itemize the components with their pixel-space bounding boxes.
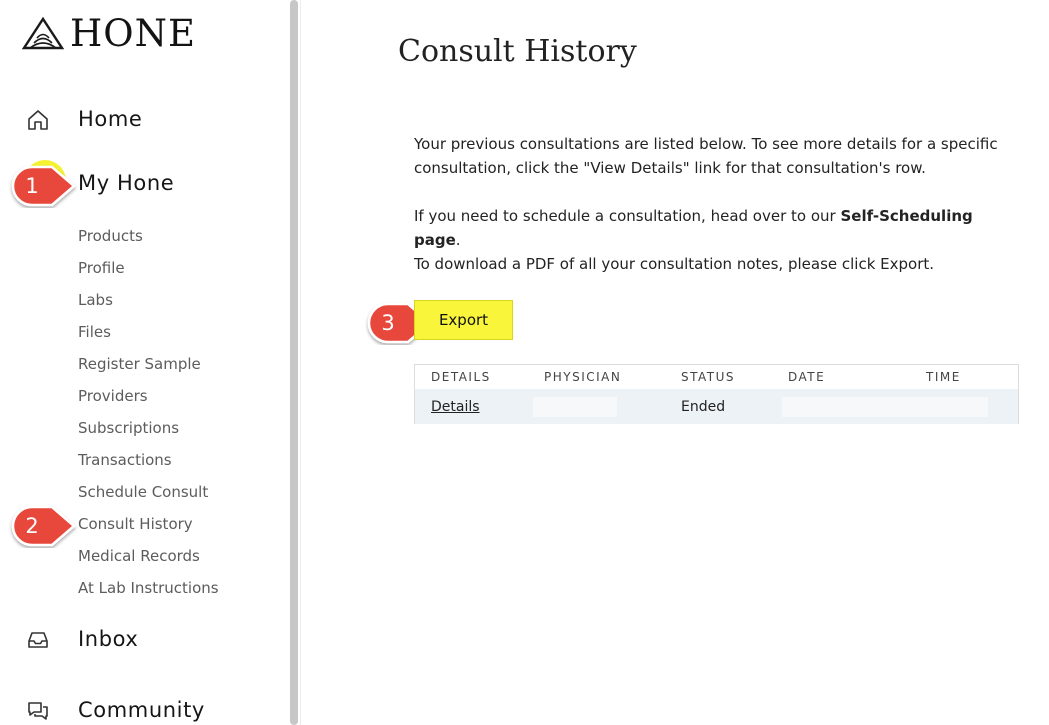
physician-redacted bbox=[533, 397, 617, 417]
sidebar-item-transactions[interactable]: Transactions bbox=[78, 451, 172, 469]
schedule-paragraph bbox=[414, 204, 1014, 252]
table-row bbox=[415, 389, 1018, 424]
home-icon bbox=[26, 108, 50, 132]
chat-icon bbox=[26, 699, 50, 723]
sidebar bbox=[0, 0, 288, 725]
sidebar-item-register-sample[interactable]: Register Sample bbox=[78, 355, 201, 373]
sidebar-item-profile[interactable]: Profile bbox=[78, 259, 125, 277]
hone-logo[interactable] bbox=[22, 11, 196, 55]
nav-home-label: Home bbox=[78, 107, 143, 131]
col-header-date: DATE bbox=[788, 370, 826, 384]
nav-inbox-label: Inbox bbox=[78, 627, 139, 651]
sidebar-item-schedule-consult[interactable]: Schedule Consult bbox=[78, 483, 209, 501]
sidebar-item-subscriptions[interactable]: Subscriptions bbox=[78, 419, 180, 437]
callout-marker-2 bbox=[8, 504, 78, 548]
sidebar-item-files[interactable]: Files bbox=[78, 323, 111, 341]
nav-community-label: Community bbox=[78, 698, 205, 722]
sidebar-divider bbox=[300, 0, 301, 725]
page-title: Consult History bbox=[398, 34, 637, 69]
callout-3-label: 3 bbox=[381, 311, 395, 335]
brand-name: HONE bbox=[70, 11, 196, 55]
callout-2-label: 2 bbox=[25, 514, 39, 538]
details-link[interactable]: Details bbox=[431, 399, 480, 415]
col-header-details: DETAILS bbox=[431, 370, 491, 384]
sidebar-item-products[interactable]: Products bbox=[78, 227, 143, 245]
intro-paragraph: Your previous consultations are listed below. To see more details for a specific consultation, click the "View Details" link for that consultation's row. bbox=[414, 135, 998, 177]
schedule-suffix: . bbox=[455, 231, 461, 249]
col-header-time: TIME bbox=[926, 370, 961, 384]
export-button[interactable]: Export bbox=[414, 300, 513, 340]
nav-home[interactable] bbox=[0, 106, 288, 134]
sidebar-item-consult-history[interactable]: Consult History bbox=[78, 515, 193, 533]
status-cell: Ended bbox=[681, 399, 726, 415]
sidebar-item-at-lab-instructions[interactable]: At Lab Instructions bbox=[78, 579, 219, 597]
inbox-icon bbox=[26, 628, 50, 652]
date-time-redacted bbox=[782, 397, 988, 417]
consult-table bbox=[414, 364, 1019, 424]
main-content bbox=[302, 0, 1049, 725]
export-paragraph: To download a PDF of all your consultation notes, please click Export. bbox=[414, 255, 935, 273]
nav-inbox[interactable] bbox=[0, 626, 288, 654]
mountain-logo-icon bbox=[22, 16, 64, 50]
col-header-physician: PHYSICIAN bbox=[544, 370, 622, 384]
col-header-status: STATUS bbox=[681, 370, 736, 384]
sidebar-item-providers[interactable]: Providers bbox=[78, 387, 148, 405]
schedule-text: If you need to schedule a consultation, head over to our bbox=[414, 207, 841, 225]
nav-my-hone-label: My Hone bbox=[78, 171, 175, 195]
callout-1-label: 1 bbox=[25, 174, 39, 198]
sidebar-item-labs[interactable]: Labs bbox=[78, 291, 113, 309]
self-scheduling-link[interactable]: Self-Scheduling page bbox=[414, 207, 973, 249]
nav-community[interactable] bbox=[0, 697, 288, 725]
callout-marker-1 bbox=[8, 164, 78, 208]
table-header bbox=[415, 365, 1018, 389]
sidebar-scrollbar[interactable] bbox=[290, 0, 298, 725]
sidebar-item-medical-records[interactable]: Medical Records bbox=[78, 547, 200, 565]
